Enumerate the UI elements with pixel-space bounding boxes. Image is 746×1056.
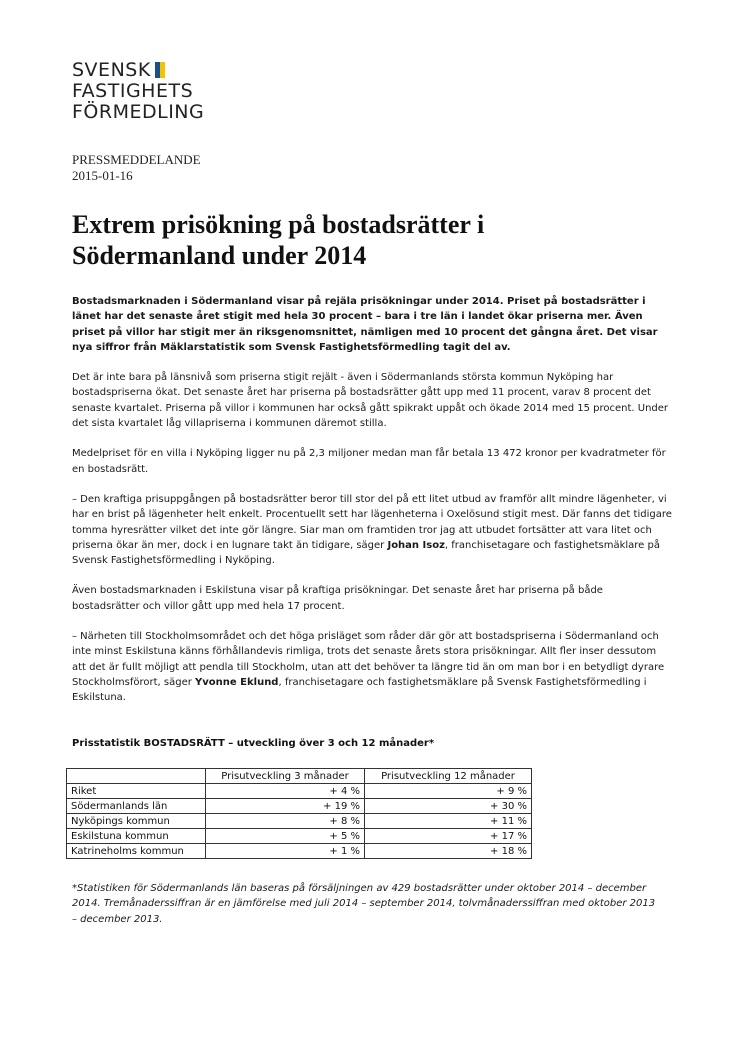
table-cell-3m: + 8 % [206,814,365,829]
quote-author-name: Yvonne Eklund [195,676,279,688]
table-row [67,799,532,814]
quote-text: – Den kraftiga prisuppgången på bostadsrätter beror till stor del på ett litet utbud av framför allt mindre lägenheter, vi har en brist på lägenheter helt enkelt. Procentuellt sett har lägenheterna i Oxelösund stigit mest. Där fanns det tidigare tomma hyresrätter vilket det inte gör längre. Siar man om framtiden tror jag att utbudet fortsätter att vara litet och priserna ökar än mer, dock i en lugnare takt än tidigare, säger [72,493,672,551]
article-body [72,294,672,721]
table-cell-12m: + 11 % [365,814,532,829]
logo-line-3: FÖRMEDLING [72,101,205,123]
price-statistics-table [66,768,532,859]
table-cell-3m: + 4 % [206,784,365,799]
table-cell-region: Södermanlands län [67,799,206,814]
table-row [67,814,532,829]
table-cell-region: Nyköpings kommun [67,814,206,829]
table-row [67,829,532,844]
table-cell-12m: + 17 % [365,829,532,844]
table-cell-12m: + 30 % [365,799,532,814]
table-cell-region: Riket [67,784,206,799]
logo-line-1 [72,60,204,81]
table-cell-3m: + 19 % [206,799,365,814]
table-header-cell: Prisutveckling 12 månader [365,769,532,784]
lead-paragraph: Bostadsmarknaden i Södermanland visar på rejäla prisökningar under 2014. Priset på bostadsrätter i länet har det senaste året stigit med hela 30 procent – bara i tre län i landet ökar priserna mer. Även priset på villor har stigit mer än riksgenomsnittet, nämligen med 10 procent det gångna året. Det visar nya siffror från Mäklarstatistik som Svensk Fastighetsförmedling tagit del av. [72,296,658,353]
table-cell-12m: + 18 % [365,844,532,859]
table-header-cell [67,769,206,784]
table-header-cell: Prisutveckling 3 månader [206,769,365,784]
table-header-row [67,769,532,784]
swedish-flag-icon [155,62,165,78]
press-release-meta [72,152,201,184]
paragraph-5 [72,629,672,705]
press-release-date: 2015-01-16 [72,168,133,183]
table-cell-12m: + 9 % [365,784,532,799]
company-logo [72,60,204,123]
table-title: Prisstatistik BOSTADSRÄTT – utveckling över 3 och 12 månader* [72,738,435,749]
press-release-label: PRESSMEDDELANDE [72,152,201,167]
table-cell-3m: + 5 % [206,829,365,844]
table-row [67,844,532,859]
page-title: Extrem prisökning på bostadsrätter i Södermanland under 2014 [72,210,485,270]
paragraph-1: Det är inte bara på länsnivå som priserna stigit rejält - även i Södermanlands största kommun Nyköping har bostadspriserna ökat. Det senaste året har priserna på bostadsrätter gått upp med 11 procent, varav 8 procent det senaste kvartalet. Priserna på villor i kommunen har också gått spikrakt uppåt och ökade 2014 med 15 procent. Under det sista kvartalet låg villapriserna i kommunen däremot stilla. [72,372,669,430]
quote-author-role: , franchisetagare och fastighetsmäklare på Svensk Fastighetsförmedling i Nyköping. [72,539,660,567]
logo-line-2: FASTIGHETS [72,80,194,102]
table-cell-3m: + 1 % [206,844,365,859]
paragraph-4: Även bostadsmarknaden i Eskilstuna visar på kraftiga prisökningar. Det senaste året har priserna på både bostadsrätter och villor gått upp med hela 17 procent. [72,585,603,612]
paragraph-2: Medelpriset för en villa i Nyköping ligger nu på 2,3 miljoner medan man får betala 13 472 kronor per kvadratmeter för en bostadsrätt. [72,448,666,475]
quote-author-name: Johan Isoz [387,539,445,551]
table-cell-region: Eskilstuna kommun [67,829,206,844]
quote-text: – Närheten till Stockholmsområdet och det höga prisläget som råder där gör att bostadspriserna i Södermanland och inte minst Eskilstuna känns förhållandevis rimliga, trots det senaste årets stora prisökningar. Allt fler inser dessutom att det är fullt möjligt att pendla till Stockholm, utan att det behöver ta längre tid än om man bor i en betydligt dyrare Stockholmsförort, säger [72,631,665,688]
table-cell-region: Katrineholms kommun [67,844,206,859]
quote-author-role: , franchisetagare och fastighetsmäklare på Svensk Fastighetsförmedling i Eskilstuna. [72,676,647,704]
paragraph-3 [72,492,672,568]
logo-text-svensk: SVENSK [72,59,151,81]
table-row [67,784,532,799]
table-footnote: *Statistiken för Södermanlands län baseras på försäljningen av 429 bostadsrätter under oktober 2014 – december 2014. Tremånaderssiffran är en jämförelse med juli 2014 – september 2014, tolvmånaderssiffran med oktober 2013 – december 2013. [72,883,656,925]
